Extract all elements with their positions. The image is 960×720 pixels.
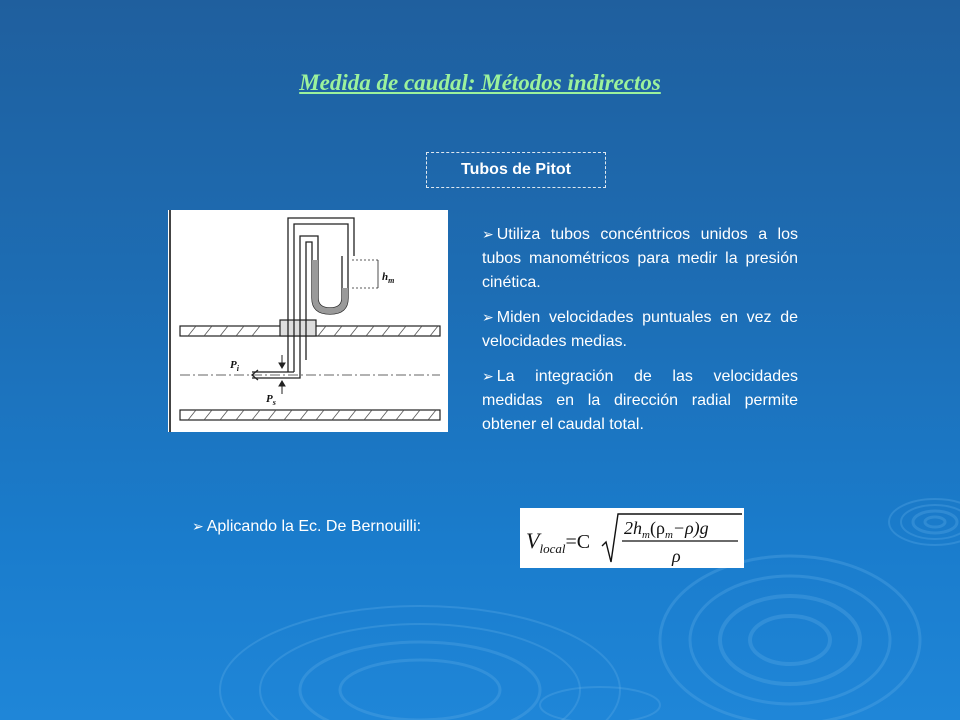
bullet-item: ➢ Utiliza tubos concéntricos unidos a los tubos manométricos para medir la presión cinética. [482, 226, 798, 291]
upper-pipe-wall [180, 320, 440, 336]
hm-dimension [352, 260, 380, 288]
arrow-bullet-icon: ➢ [482, 368, 494, 384]
label-hm: $h_m$ [382, 271, 395, 285]
slide-title: Medida de caudal: Métodos indirectos [299, 70, 661, 95]
bullet-item: ➢ La integración de las velocidades medidas en la dirección radial permite obtener el caudal total. [482, 368, 798, 433]
bernoulli-formula [520, 508, 744, 568]
arrow-bullet-icon: ➢ [192, 518, 204, 534]
formula-numerator: $2h_m(\rho_m-\rho)g$ [624, 518, 709, 541]
bullet-list [482, 222, 798, 447]
pitot-tubes [252, 218, 354, 380]
subtitle-box [426, 152, 606, 188]
arrow-bullet-icon: ➢ [482, 309, 494, 325]
formula-lhs: $V_{local}=C$ [526, 528, 591, 556]
pitot-tube-figure [168, 210, 448, 432]
label-ps: $P_s$ [266, 393, 276, 407]
bernoulli-line [192, 518, 421, 536]
bernoulli-label: Aplicando la Ec. De Bernouilli: [206, 518, 422, 535]
lower-pipe-wall [180, 410, 440, 420]
subtitle-text: Tubos de Pitot [461, 161, 571, 178]
bullet-item: ➢ Miden velocidades puntuales en vez de velocidades medias. [482, 309, 798, 350]
formula-denominator: ρ [672, 546, 681, 566]
arrow-bullet-icon: ➢ [482, 226, 494, 242]
label-pi: $P_i$ [230, 359, 239, 373]
manometer-u-tube [312, 250, 348, 314]
